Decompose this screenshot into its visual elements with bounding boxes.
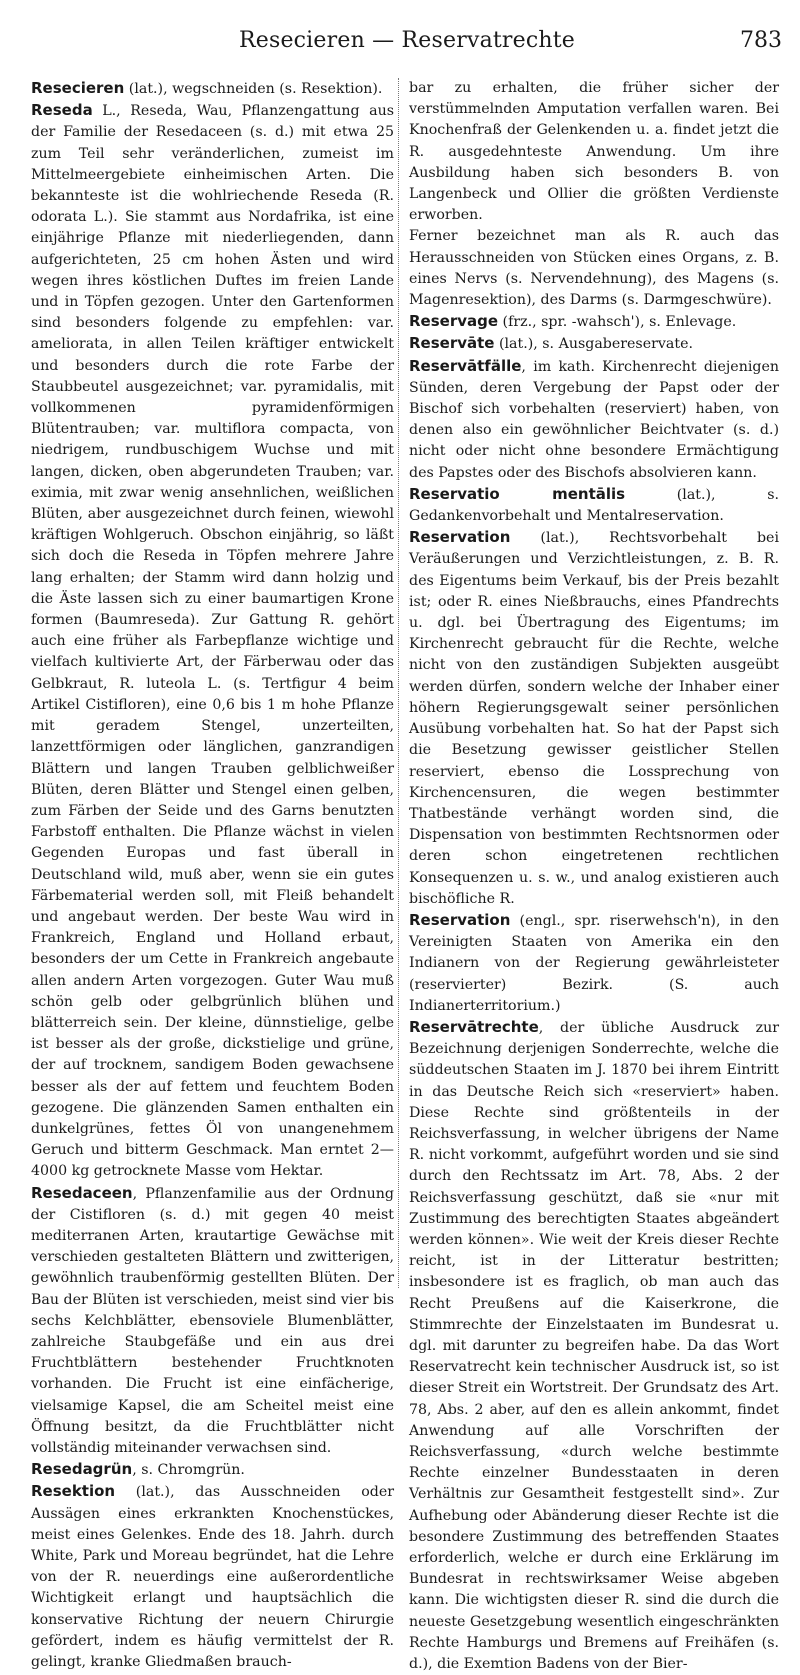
entry-headword: Reservatio mentālis: [409, 484, 626, 503]
entry-headword: Reseda: [31, 101, 93, 120]
entry-text: (frz., spr. -wahsch'), s. Enlevage.: [498, 314, 737, 331]
dictionary-entry: [409, 527, 779, 910]
dictionary-entry: [31, 78, 394, 100]
running-title: Resecieren — Reservatrechte: [238, 28, 576, 53]
entry-text: Ferner bezeichnet man als R. auch das Herausschneiden von Stücken eines Organs, z. B. eines Nervs (s. Nervendehnung), des Magens (s. Magenresektion), des Darms (s. Darmgeschwüre).: [409, 228, 779, 309]
entry-headword: Resedagrün: [31, 1460, 133, 1479]
entry-text: , s. Chromgrün.: [132, 1462, 245, 1479]
dictionary-entry: [409, 333, 779, 355]
dictionary-entry: [409, 1017, 779, 1675]
entry-headword: Reservātrechte: [409, 1017, 539, 1036]
entry-headword: Resedaceen: [31, 1183, 133, 1202]
entry-text: , im kath. Kirchenrecht diejenigen Sünden, deren Vergebung der Papst oder der Bischof sich vorbehalten (reserviert) haben, von denen also ein gewöhnlicher Beichtvater (s. d.) nicht oder nicht ohne besondere Ermächtigung des Papstes oder des Bischofs absolvieren kann.: [409, 358, 779, 481]
dictionary-entry: [409, 78, 779, 226]
dictionary-entry: [409, 484, 779, 527]
entry-headword: Reservation: [409, 910, 511, 929]
entry-headword: Reservāte: [409, 334, 495, 353]
dictionary-entry: [31, 1183, 394, 1460]
dictionary-entry: [31, 1481, 394, 1673]
entry-headword: Reservation: [409, 528, 511, 547]
entry-text: (lat.), s. Gedankenvorbehalt und Mentalreservation.: [409, 486, 779, 525]
entry-text: , Pflanzenfamilie aus der Ordnung der Cistifloren (s. d.) mit gegen 40 meist mediterranen Arten, krautartige Gewächse mit verschieden gestalteten Blättern und zwitterigen, gewöhnlich traubenförmig gestellten Blüten. Der Bau der Blüten ist verschieden, meist sind vier bis sechs Kelchblätter, ebensoviele Blumenblätter, zahlreiche Staubgefäße und ein aus drei Fruchtblättern bestehender Fruchtknoten vorhanden. Die Frucht ist eine einfächerige, vielsamige Kapsel, die am Scheitel meist eine Öffnung besitzt, da die Fruchtblätter nicht vollständig miteinander verwachsen sind.: [31, 1185, 394, 1456]
dictionary-entry: [31, 100, 394, 1182]
right-column: [409, 78, 779, 1675]
dictionary-entry: [409, 311, 779, 333]
column-divider: [398, 78, 399, 1288]
dictionary-entry: [409, 226, 779, 311]
entry-text: (lat.), das Ausschneiden oder Aussägen eines erkrankten Knochenstückes, meist eines Gelenkes. Ende des 18. Jahrh. durch White, Park und Moreau begründet, hat die Lehre von der R. neuerdings eine außerordentliche Wichtigkeit erlangt und hauptsächlich die konservative Richtung der neuern Chirurgie gefördert, indem es häufig vermittelst der R. gelingt, kranke Gliedmaßen brauch-: [31, 1484, 394, 1671]
entry-headword: Reservātfälle: [409, 356, 522, 375]
page-number: 783: [740, 28, 782, 53]
page-header: [32, 28, 782, 64]
entry-headword: Reservage: [409, 312, 499, 331]
dictionary-entry: [409, 356, 779, 484]
dictionary-entry: [31, 1459, 394, 1481]
entry-text: (engl., spr. riserwehsch'n), in den Vereinigten Staaten von Amerika ein den Indianern von der Regierung gewährleisteter (reservierter) Bezirk. (S. auch Indianerterritorium.): [409, 912, 779, 1014]
entry-text: bar zu erhalten, die früher sicher der verstümmelnden Amputation verfallen waren. Bei Knochenfraß der Gelenkenden u. a. findet jetzt die R. ausgedehnteste Anwendung. Um ihre Ausbildung haben sich besonders B. von Langenbeck und Ollier die größten Verdienste erworben.: [409, 80, 779, 224]
dictionary-entry: [409, 910, 779, 1017]
entry-headword: Resektion: [31, 1482, 116, 1501]
entry-text: , der übliche Ausdruck zur Bezeichnung derjenigen Sonderrechte, welche die süddeutschen Staaten im J. 1870 bei ihrem Eintritt in das Deutsche Reich sich «reserviert» haben. Diese Rechte sind größtenteils in der Reichsverfassung, in welcher übrigens der Name R. nicht vorkommt, aufgeführt worden und sie sind durch den Rechtssatz im Art. 78, Abs. 2 der Reichsverfassung geschützt, daß sie «nur mit Zustimmung des berechtigten Staates abgeändert werden können». Wie weit der Kreis dieser Rechte reicht, ist in der Litteratur bestritten; insbesondere ist es fraglich, ob man auch das Recht Preußens auf die Kaiserkrone, die Stimmrechte der Einzelstaaten im Bundesrat u. dgl. mit darunter zu begreifen habe. Da das Wort Reservatrecht kein technischer Ausdruck ist, so ist dieser Streit ein Wortstreit. Der Grundsatz des Art. 78, Abs. 2 aber, auf den es allein ankommt, findet Anwendung auf alle Vorschriften der Reichsverfassung, «durch welche bestimmte Rechte einzelner Bundesstaaten in deren Verhältnis zur Gesamtheit festgestellt sind». Zur Aufhebung oder Abänderung dieser Rechte ist die besondere Zustimmung des betreffenden Staates erforderlich, welche er durch eine Erklärung im Bundesrat in rechtswirksamer Weise abgeben kann. Die wichtigsten dieser R. sind die durch die neueste Gesetzgebung wesentlich eingeschränkten Rechte Hamburgs und Bremens auf Freihäfen (s. d.), die Exemtion Badens von der Bier-: [409, 1019, 779, 1673]
entry-text: L., Reseda, Wau, Pflanzengattung aus der Familie der Resedaceen (s. d.) mit etwa 25 zum Teil sehr veränderlichen, zumeist im Mittelmeergebiete einheimischen Arten. Die bekannteste ist die wohlriechende Reseda (R. odorata L.). Sie stammt aus Nordafrika, ist eine einjährige Pflanze mit niederliegenden, dann aufgerichteten, 25 cm hohen Ästen und wird wegen ihres köstlichen Duftes im freien Lande und in Töpfen gezogen. Unter den Gartenformen sind besonders folgende zu empfehlen: var. ameliorata, in allen Teilen kräftiger entwickelt und besonders durch die rote Farbe der Staubbeutel ausgezeichnet; var. pyramidalis, mit vollkommenen pyramidenförmigen Blütentrauben; var. multiflora compacta, von niedrigem, rundbuschigem Wuchse und mit langen, dicken, oben abgerundeten Trauben; var. eximia, mit zwar wenig ansehnlichen, weißlichen Blüten, aber ausgezeichnet durch feinen, wiewohl kräftigen Wohlgeruch. Obschon einjährig, so läßt sich doch die Reseda in Töpfen mehrere Jahre lang erhalten; der Stamm wird dann holzig und die Äste lassen sich zu einer baumartigen Krone formen (Baumreseda). Zur Gattung R. gehört auch eine früher als Farbepflanze wichtige und vielfach kultivierte Art, der Färberwau oder das Gelbkraut, R. luteola L. (s. Tertfigur 4 beim Artikel Cistifloren), eine 0,6 bis 1 m hohe Pflanze mit geradem Stengel, unzerteilten, lanzettförmigen oder länglichen, ganzrandigen Blättern und langen Trauben gelblichweißer Blüten, deren Blätter und Stengel einen gelben, zum Färben der Seide und des Garns benutzten Farbstoff enthalten. Die Pflanze wächst in vielen Gegenden Europas und fast überall in Deutschland wild, muß aber, wenn sie ein gutes Färbematerial werden soll, mit Fleiß behandelt und angebaut werden. Der beste Wau wird in Frankreich, England und Holland erbaut, besonders der um Cette in Frankreich angebaute allen andern Arten vorgezogen. Guter Wau muß schön gelb oder gelbgrünlich blühen und blätterreich sein. Der kleine, dünnstielige, gelbe ist besser als der große, dickstielige und grüne, der auf trocknem, sandigem Boden gewachsene besser als der auf fettem und feuchtem Boden gezogene. Die glänzenden Samen enthalten ein dunkelgrünes, fettes Öl von unangenehmem Geruch und bitterm Geschmack. Man erntet 2—4000 kg getrocknete Masse vom Hektar.: [31, 103, 394, 1180]
left-column: [31, 78, 394, 1673]
entry-headword: Resecieren: [31, 79, 125, 97]
entry-text: (lat.), wegschneiden (s. Resektion).: [124, 81, 383, 97]
entry-text: (lat.), s. Ausgabereservate.: [494, 336, 693, 353]
entry-text: (lat.), Rechtsvorbehalt bei Veräußerungen und Verzichtleistungen, z. B. R. des Eigentums beim Verkauf, bis der Preis bezahlt ist; oder R. eines Nießbrauchs, eines Pfandrechts u. dgl. bei Übertragung des Eigentums; im Kirchenrecht gebraucht für die Rechte, welche nicht von den zuständigen Subjekten ausgeübt werden dürfen, sondern welche der Inhaber einer höhern Regierungsgewalt seiner persönlichen Ausübung vorbehalten hat. So hat der Papst sich die Besetzung gewisser geistlicher Stellen reserviert, ebenso die Lossprechung von Kirchencensuren, die wegen bestimmter Thatbestände verhängt worden sind, die Dispensation von bestimmten Rechtsnormen oder deren schon eingetretenen rechtlichen Konsequenzen u. s. w., und analog existieren auch bischöfliche R.: [409, 530, 779, 907]
